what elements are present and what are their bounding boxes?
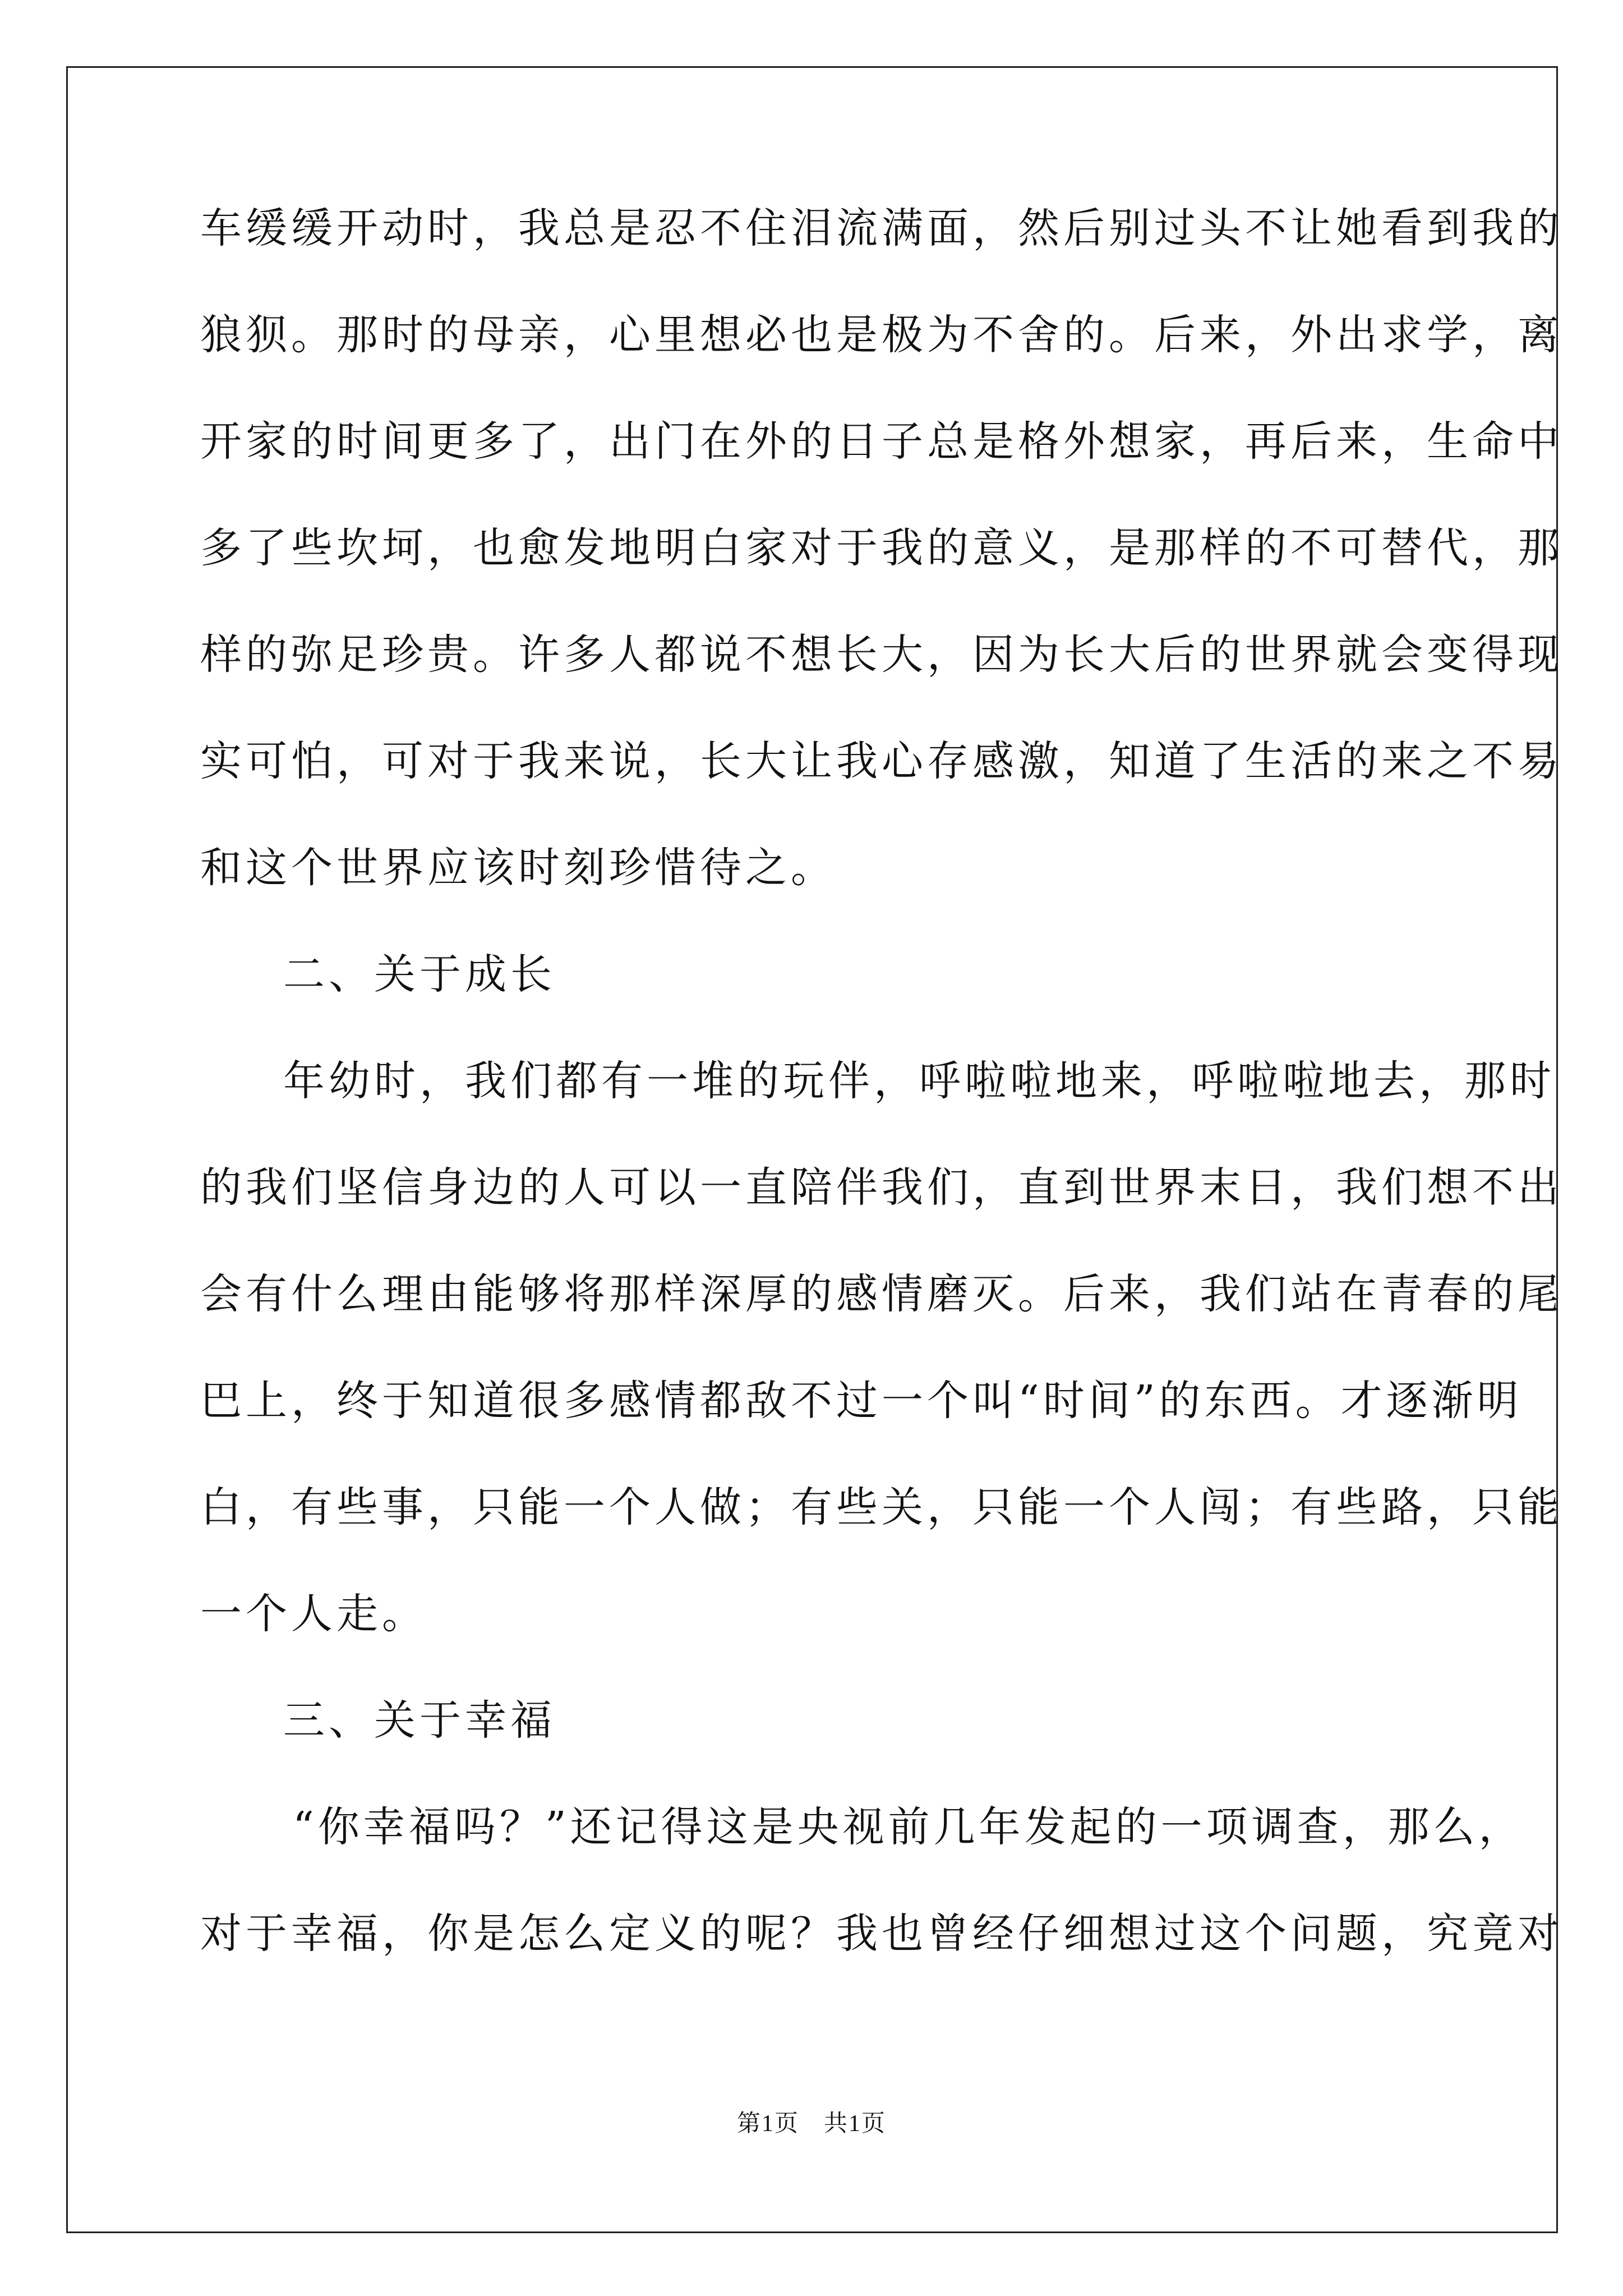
paragraph-line: 多了些坎坷，也愈发地明白家对于我的意义，是那样的不可替代，那: [200, 524, 1563, 572]
paragraph-line: 白，有些事，只能一个人做；有些关，只能一个人闯；有些路，只能: [200, 1483, 1563, 1531]
paragraph-line: 一个人走。: [200, 1590, 427, 1638]
paragraph-line: 和这个世界应该时刻珍惜待之。: [200, 844, 836, 892]
paragraph-line: 对于幸福，你是怎么定义的呢？我也曾经仔细想过这个问题，究竟对: [200, 1910, 1563, 1958]
section-heading: 三、关于幸福: [283, 1696, 556, 1745]
paragraph-line: 年幼时，我们都有一堆的玩伴，呼啦啦地来，呼啦啦地去，那时: [283, 1057, 1555, 1105]
page-number-footer: 第1页 共1页: [736, 2111, 886, 2137]
page-border: [66, 66, 1558, 2233]
paragraph-line: 车缓缓开动时，我总是忍不住泪流满面，然后别过头不让她看到我的: [200, 204, 1563, 252]
paragraph-line: 狼狈。那时的母亲，心里想必也是极为不舍的。后来，外出求学，离: [200, 311, 1563, 359]
paragraph-line: 样的弥足珍贵。许多人都说不想长大，因为长大后的世界就会变得现: [200, 631, 1563, 679]
paragraph-line: 开家的时间更多了，出门在外的日子总是格外想家，再后来，生命中: [200, 417, 1563, 466]
paragraph-line: 的我们坚信身边的人可以一直陪伴我们，直到世界末日，我们想不出: [200, 1163, 1563, 1212]
paragraph-line: 实可怕，可对于我来说，长大让我心存感激，知道了生活的来之不易: [200, 737, 1563, 785]
section-heading: 二、关于成长: [283, 950, 556, 999]
paragraph-line: 会有什么理由能够将那样深厚的感情磨灭。后来，我们站在青春的尾: [200, 1270, 1563, 1318]
paragraph-line: “你幸福吗？”还记得这是央视前几年发起的一项调查，那么，: [293, 1803, 1524, 1851]
paragraph-line: 巴上，终于知道很多感情都敌不过一个叫“时间”的东西。才逐渐明: [200, 1377, 1523, 1425]
